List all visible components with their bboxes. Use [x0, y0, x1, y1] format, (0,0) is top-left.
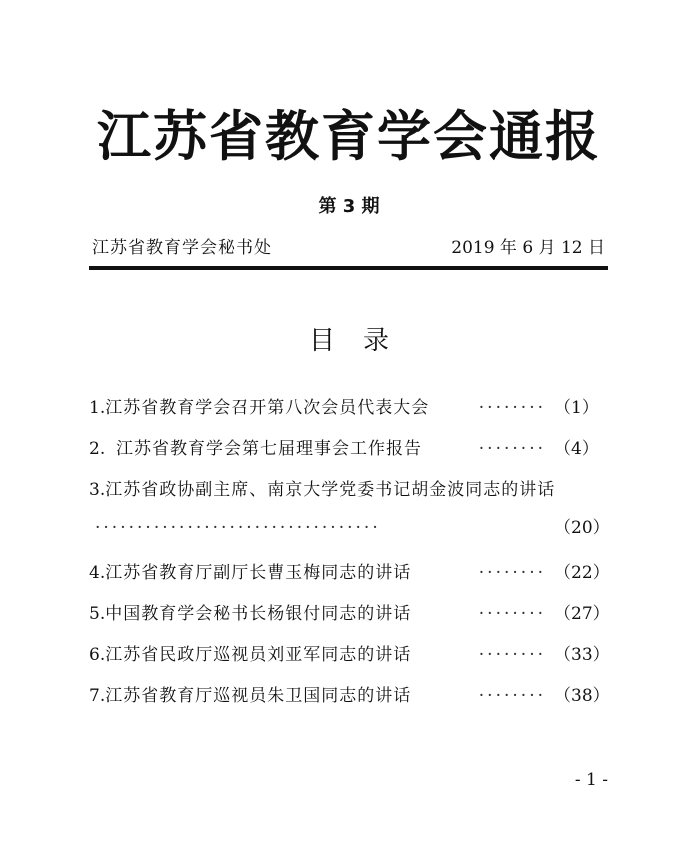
toc-item-title: 江苏省政协副主席、南京大学党委书记胡金波同志的讲话	[105, 480, 556, 500]
toc-item-page: （20）	[554, 518, 610, 538]
issue-date: 2019 年 6 月 12 日	[451, 238, 605, 258]
toc-leader-dots: ········	[478, 398, 546, 418]
toc-item-title: 江苏省教育学会召开第八次会员代表大会	[105, 398, 430, 418]
toc-item-page: （38）	[554, 686, 610, 706]
toc-item-3-continuation[interactable]	[89, 513, 610, 558]
toc-item-6[interactable]	[89, 640, 610, 681]
bulletin-title: 江苏省教育学会通报	[97, 104, 601, 168]
toc-item-title: 江苏省教育厅巡视员朱卫国同志的讲话	[105, 686, 412, 706]
toc-heading: 目录	[308, 326, 417, 356]
toc-item-page: （1）	[554, 398, 599, 418]
toc-item-number: 1.	[89, 398, 106, 418]
issuer: 江苏省教育学会秘书处	[92, 238, 272, 258]
page-number: - 1 -	[574, 770, 608, 790]
toc-item-number: 2.	[89, 439, 117, 459]
toc-item-number: 5.	[89, 604, 106, 624]
toc-leader-dots: ········	[478, 439, 546, 459]
toc-item-1[interactable]	[89, 393, 599, 434]
toc-item-4[interactable]	[89, 558, 610, 599]
toc-leader-dots: ········	[478, 604, 546, 624]
toc-item-title: 中国教育学会秘书长杨银付同志的讲话	[105, 604, 412, 624]
toc-item-title: 江苏省民政厅巡视员刘亚军同志的讲话	[105, 645, 412, 665]
toc-item-7[interactable]	[89, 681, 610, 722]
toc-item-page: （33）	[554, 645, 610, 665]
toc-leader-dots: ········	[478, 645, 546, 665]
header-divider	[89, 266, 608, 270]
issue-number: 第 3 期	[318, 196, 380, 217]
toc-item-page: （27）	[554, 604, 610, 624]
toc-item-page: （4）	[554, 439, 599, 459]
table-of-contents	[89, 393, 610, 722]
toc-leader-dots: ··································	[95, 518, 381, 538]
toc-item-number: 3.	[89, 480, 106, 500]
toc-leader-dots: ········	[478, 686, 546, 706]
toc-item-2[interactable]	[89, 434, 599, 475]
toc-item-title: 江苏省教育学会第七届理事会工作报告	[116, 439, 423, 459]
toc-leader-dots: ········	[478, 563, 546, 583]
toc-item-5[interactable]	[89, 599, 610, 640]
toc-item-title: 江苏省教育厅副厅长曹玉梅同志的讲话	[105, 563, 412, 583]
toc-item-number: 7.	[89, 686, 106, 706]
toc-item-number: 6.	[89, 645, 106, 665]
toc-item-page: （22）	[554, 563, 610, 583]
toc-item-3[interactable]	[89, 475, 594, 513]
toc-item-number: 4.	[89, 563, 106, 583]
